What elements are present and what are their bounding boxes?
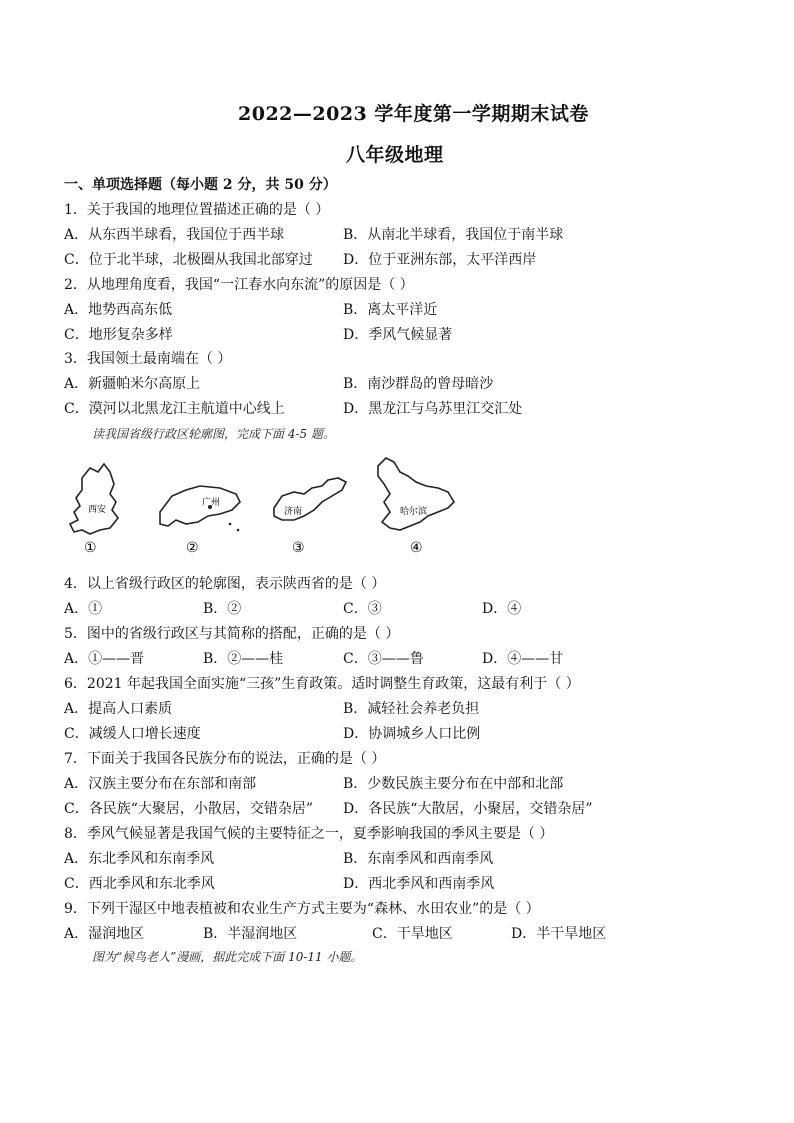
option-a: A．汉族主要分布在东部和南部 xyxy=(64,776,257,792)
option-a: A．从东西半球看，我国位于西半球 xyxy=(64,227,285,243)
section-heading: 一、单项选择题（每小题 2 分，共 50 分） xyxy=(64,177,337,193)
map-label-jinan: 济南 xyxy=(284,507,303,517)
option-c: C．各民族“大聚居，小散居，交错杂居” xyxy=(64,801,314,817)
option-a: A．① xyxy=(64,601,103,617)
question-stem: 5．图中的省级行政区与其简称的搭配，正确的是（ ） xyxy=(64,626,400,642)
map-number-3: ③ xyxy=(292,540,305,556)
map-heilongjiang-outline xyxy=(378,458,454,530)
option-c: C．西北季风和东北季风 xyxy=(64,876,215,892)
outline-maps-figure xyxy=(60,450,480,560)
option-b: B．减轻社会养老负担 xyxy=(343,701,480,717)
option-d: D．西北季风和西南季风 xyxy=(343,876,495,892)
option-c: C．地形复杂多样 xyxy=(64,327,173,343)
option-d: D．④——甘 xyxy=(482,651,564,667)
map-guangdong-outline xyxy=(160,486,240,526)
question-stem: 2．从地理角度看，我国“一江春水向东流”的原因是（ ） xyxy=(64,277,414,293)
option-d: D．位于亚洲东部，太平洋西岸 xyxy=(343,252,537,268)
map-label-guangzhou: 广州 xyxy=(202,498,221,508)
option-d: D．黑龙江与乌苏里江交汇处 xyxy=(343,401,523,417)
option-c: C．位于北半球，北极圈从我国北部穿过 xyxy=(64,252,313,268)
option-b: B．半湿润地区 xyxy=(203,926,298,942)
option-d: D．季风气候显著 xyxy=(343,327,453,343)
question-stem: 6．2021 年起我国全面实施“三孩”生育政策。适时调整生育政策，这最有利于（ ） xyxy=(64,676,580,692)
option-c: C．③ xyxy=(343,601,382,617)
option-a: A．①——晋 xyxy=(64,651,145,667)
option-c: C．漠河以北黑龙江主航道中心线上 xyxy=(64,401,285,417)
question-stem: 7．下面关于我国各民族分布的说法，正确的是（ ） xyxy=(64,751,386,767)
map-label-harbin: 哈尔滨 xyxy=(400,507,428,517)
option-b: B．② xyxy=(203,601,242,617)
option-d: D．④ xyxy=(482,601,522,617)
option-a: A．提高人口素质 xyxy=(64,701,173,717)
map-number-1: ① xyxy=(84,540,97,556)
option-c: C．干旱地区 xyxy=(372,926,453,942)
question-stem: 3．我国领土最南端在（ ） xyxy=(64,351,232,367)
option-c: C．③——鲁 xyxy=(343,651,424,667)
option-d: D．协调城乡人口比例 xyxy=(343,726,481,742)
option-d: D．半干旱地区 xyxy=(511,926,607,942)
option-a: A．地势西高东低 xyxy=(64,302,173,318)
option-b: B．从南北半球看，我国位于南半球 xyxy=(343,227,564,243)
question-stem: 1．关于我国的地理位置描述正确的是（ ） xyxy=(64,202,330,218)
map-label-xian: 西安 xyxy=(88,505,107,515)
reading-note: 读我国省级行政区轮廓图，完成下面 4-5 题。 xyxy=(92,427,335,441)
map-number-2: ② xyxy=(186,540,199,556)
option-a: A．东北季风和东南季风 xyxy=(64,851,215,867)
question-stem: 8．季风气候显著是我国气候的主要特征之一，夏季影响我国的季风主要是（ ） xyxy=(64,826,554,842)
question-stem: 4．以上省级行政区的轮廓图，表示陕西省的是（ ） xyxy=(64,576,386,592)
reading-note: 图为“候鸟老人”漫画，据此完成下面 10-11 小题。 xyxy=(92,950,363,964)
option-a: A．新疆帕米尔高原上 xyxy=(64,376,201,392)
option-b: B．南沙群岛的曾母暗沙 xyxy=(343,376,494,392)
option-b: B．②——桂 xyxy=(203,651,284,667)
option-a: A．湿润地区 xyxy=(64,926,145,942)
option-c: C．减缓人口增长速度 xyxy=(64,726,201,742)
province-outline-maps xyxy=(60,450,480,560)
option-b: B．少数民族主要分布在中部和北部 xyxy=(343,776,564,792)
map-shaanxi-outline xyxy=(70,464,118,534)
exam-title: 2022—2023 学年度第一学期期末试卷 xyxy=(238,103,589,125)
option-d: D．各民族“大散居，小聚居，交错杂居” xyxy=(343,801,593,817)
option-b: B．东南季风和西南季风 xyxy=(343,851,494,867)
option-b: B．离太平洋近 xyxy=(343,302,438,318)
exam-subtitle: 八年级地理 xyxy=(346,144,444,166)
map-number-4: ④ xyxy=(410,540,423,556)
question-stem: 9．下列干湿区中地表植被和农业生产方式主要为“森林、水田农业”的是（ ） xyxy=(64,901,540,917)
